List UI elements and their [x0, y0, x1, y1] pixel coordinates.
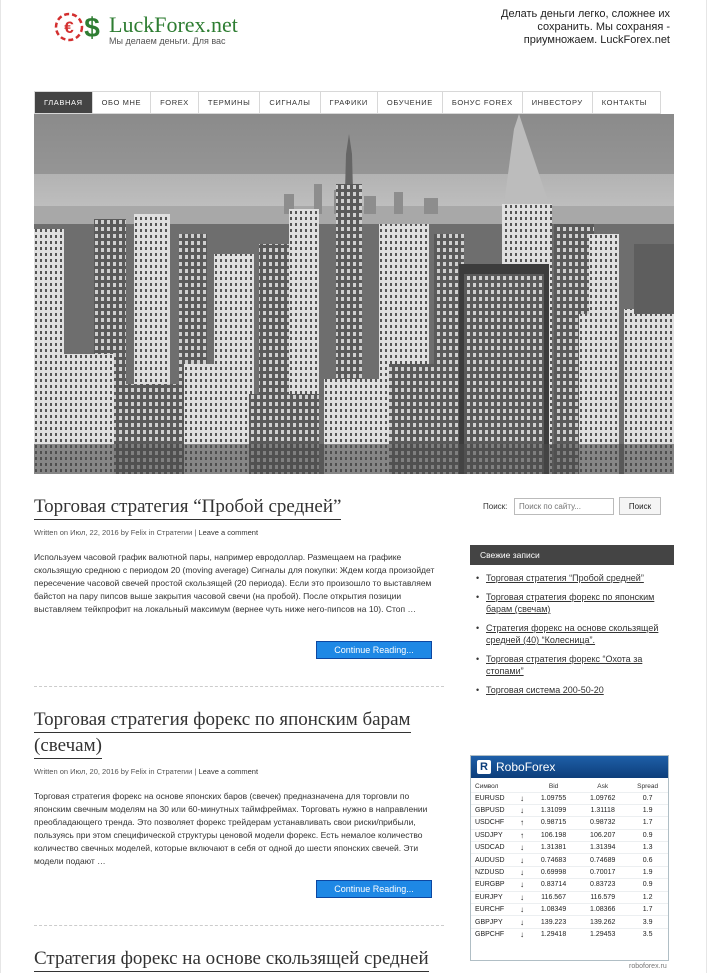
post-2: [34, 707, 444, 868]
post-meta: [34, 767, 444, 776]
recent-post-link[interactable]: • Торговая стратегия форекс “Охота за стопами”: [476, 653, 666, 677]
continue-reading-button[interactable]: Continue Reading...: [316, 880, 432, 898]
quote-ask: 139.262: [578, 916, 627, 928]
quote-row: [471, 829, 668, 841]
col-direction: [515, 781, 529, 792]
city-skyline-image: [34, 114, 674, 474]
quote-row: [471, 916, 668, 928]
arrow-down-icon: ↓: [515, 904, 529, 916]
arrow-down-icon: ↓: [515, 842, 529, 854]
post-excerpt: Торговая стратегия форекс на основе японских баров (свечек) предназначена для торговли по японским свечным моделям на 30 или 60-минутных таймфреймах. Торговать нужно в направлении преобладающего тренда. Это позволяет форекс трейдерам устанавливать свои риски/прибыли, пользуясь при этом специфической структуры ценовой модели форекс. Есть немалое количество количество свечных моделей, которые включают в себя от одной до шести японских свечей. Эти модели подают …: [34, 791, 428, 866]
post-meta-text: Written on Июл, 22, 2016 by Felix in Стратегии |: [34, 528, 199, 537]
recent-posts-heading: Свежие записи: [470, 545, 674, 565]
nav-item-signals[interactable]: СИГНАЛЫ: [260, 92, 320, 113]
logo-tagline: Мы делаем деньги. Для вас: [109, 36, 226, 46]
nav-item-education[interactable]: ОБУЧЕНИЕ: [378, 92, 443, 113]
arrow-down-icon: ↓: [515, 916, 529, 928]
post-title[interactable]: Торговая стратегия “Пробой средней”: [34, 494, 444, 520]
quote-bid: 0.83714: [529, 879, 578, 891]
recent-posts-list: [476, 572, 666, 703]
quote-row: [471, 928, 668, 940]
quote-spread: 1.7: [627, 904, 668, 916]
quote-ask: 1.29453: [578, 928, 627, 940]
quote-symbol: AUDUSD: [471, 854, 515, 866]
quote-spread: 0.6: [627, 854, 668, 866]
quote-spread: 0.9: [627, 879, 668, 891]
quote-row: [471, 817, 668, 829]
arrow-down-icon: ↓: [515, 928, 529, 940]
quote-rows: [471, 792, 668, 941]
quote-spread: 0.9: [627, 829, 668, 841]
col-spread: Spread: [637, 782, 659, 790]
arrow-down-icon: ↓: [515, 866, 529, 878]
nav-item-contacts[interactable]: КОНТАКТЫ: [601, 98, 648, 107]
recent-post-link[interactable]: • Торговая система 200-50-20: [476, 684, 666, 696]
quote-symbol: NZDUSD: [471, 866, 515, 878]
site-logo[interactable]: [54, 8, 254, 48]
continue-reading-button[interactable]: Continue Reading...: [316, 641, 432, 659]
search-input[interactable]: [514, 498, 614, 515]
post-divider: [34, 686, 444, 687]
roboforex-quotes-widget[interactable]: [470, 755, 669, 961]
arrow-down-icon: ↓: [515, 879, 529, 891]
quote-symbol: EURUSD: [471, 792, 515, 804]
nav-item-bonus[interactable]: БОНУС FOREX: [443, 92, 523, 113]
post-divider: [34, 925, 444, 926]
col-ask: Ask: [597, 782, 609, 790]
quote-symbol: GBPCHF: [471, 928, 515, 940]
recent-post-link[interactable]: • Торговая стратегия форекс по японским барам (свечам): [476, 591, 666, 615]
quote-bid: 116.567: [529, 891, 578, 903]
quote-spread: 1.3: [627, 842, 668, 854]
search-label: Поиск:: [483, 502, 508, 511]
quote-row: [471, 854, 668, 866]
quote-spread: 1.7: [627, 817, 668, 829]
quote-bid: 1.09755: [529, 792, 578, 804]
quote-spread: 3.5: [627, 928, 668, 940]
leave-comment-link[interactable]: Leave a comment: [198, 767, 259, 776]
quote-bid: 0.74683: [529, 854, 578, 866]
quote-ask: 1.31394: [578, 842, 627, 854]
nav-item-forex[interactable]: FOREX: [151, 92, 199, 113]
quote-bid: 0.69998: [529, 866, 578, 878]
quote-spread: 3.9: [627, 916, 668, 928]
quote-symbol: USDCAD: [471, 842, 515, 854]
post-meta: [34, 528, 444, 537]
logo-name: LuckForex.net: [109, 12, 238, 37]
quote-ask: 116.579: [578, 891, 627, 903]
quote-ask: 1.09762: [578, 792, 627, 804]
nav-item-investor[interactable]: ИНВЕСТОРУ: [523, 92, 593, 113]
svg-text:$: $: [84, 12, 100, 43]
quote-bid: 1.29418: [529, 928, 578, 940]
quote-ask: 1.31118: [578, 804, 627, 816]
hero-image: [34, 114, 674, 474]
quote-spread: 1.9: [627, 866, 668, 878]
quote-bid: 1.08349: [529, 904, 578, 916]
arrow-down-icon: ↓: [515, 891, 529, 903]
post-title[interactable]: Торговая стратегия форекс по японским барам (свечам): [34, 707, 444, 759]
arrow-down-icon: ↓: [515, 792, 529, 804]
arrow-down-icon: ↓: [515, 804, 529, 816]
quote-symbol: USDCHF: [471, 817, 515, 829]
quote-ask: 0.98732: [578, 817, 627, 829]
svg-text:€: €: [64, 18, 74, 37]
quote-row: [471, 866, 668, 878]
quote-symbol: EURCHF: [471, 904, 515, 916]
recent-post-link[interactable]: • Стратегия форекс на основе скользящей средней (40) “Колесница”.: [476, 622, 666, 646]
quote-symbol: USDJPY: [471, 829, 515, 841]
roboforex-header: [471, 756, 668, 778]
quote-symbol: GBPUSD: [471, 804, 515, 816]
post-1: [34, 494, 444, 616]
site-slogan: Делать деньги легко, сложнее их сохранить. Мы сохраняя - приумножаем. LuckForex.net: [501, 8, 670, 46]
quote-row: [471, 904, 668, 916]
quote-row: [471, 792, 668, 804]
roboforex-logo-icon: R: [477, 760, 491, 774]
quote-bid: 139.223: [529, 916, 578, 928]
quote-row: [471, 842, 668, 854]
quote-spread: 1.9: [627, 804, 668, 816]
arrow-down-icon: ↓: [515, 854, 529, 866]
quote-spread: 0.7: [627, 792, 668, 804]
currency-logo-icon: [54, 10, 104, 44]
quote-ask: 1.08366: [578, 904, 627, 916]
arrow-up-icon: ↑: [515, 817, 529, 829]
quote-spread: 1.2: [627, 891, 668, 903]
roboforex-footer-link[interactable]: roboforex.ru: [629, 963, 667, 970]
post-3: [34, 946, 444, 972]
quote-ask: 0.74689: [578, 854, 627, 866]
quote-bid: 1.31099: [529, 804, 578, 816]
col-bid: Bid: [548, 782, 559, 790]
nav-item-terms[interactable]: ТЕРМИНЫ: [199, 92, 260, 113]
post-title[interactable]: Стратегия форекс на основе скользящей средней: [34, 946, 444, 972]
leave-comment-link[interactable]: Leave a comment: [198, 528, 259, 537]
main-nav: [34, 91, 661, 114]
quote-symbol: GBPJPY: [471, 916, 515, 928]
quote-ask: 106.207: [578, 829, 627, 841]
nav-item-charts[interactable]: ГРАФИКИ: [321, 92, 378, 113]
quote-bid: 106.198: [529, 829, 578, 841]
col-symbol: Символ: [475, 782, 499, 790]
quote-ask: 0.83723: [578, 879, 627, 891]
quote-row: [471, 891, 668, 903]
quote-bid: 1.31381: [529, 842, 578, 854]
quote-ask: 0.70017: [578, 866, 627, 878]
post-meta-text: Written on Июл, 20, 2016 by Felix in Стратегии |: [34, 767, 199, 776]
quote-symbol: EURJPY: [471, 891, 515, 903]
quote-bid: 0.98715: [529, 817, 578, 829]
quote-symbol: EURGBP: [471, 879, 515, 891]
quote-row: [471, 879, 668, 891]
search-button[interactable]: Поиск: [619, 497, 661, 515]
nav-item-home[interactable]: ГЛАВНАЯ: [35, 92, 93, 113]
nav-item-about[interactable]: ОБО МНЕ: [93, 92, 151, 113]
arrow-up-icon: ↑: [515, 829, 529, 841]
quotes-table: [471, 781, 668, 941]
post-excerpt: Используем часовой график валютной пары, например евродоллар. Размещаем на графике скользящую среднюю с периодом 20 (moving average) Сигналы для покупки: Ждем когда произойдет пересечение часовой свечей простой скользящей (20 периода). Если это произошло то выставляем байстоп на пару пипсов выше закрытия часовой свечи (на пробой). После открытия позиции выставляем тейкпрофит на локальный максимум (вернее чуть ниже него-пипсов на 10). Стоп …: [34, 552, 435, 614]
roboforex-title: RoboForex: [496, 760, 556, 774]
quote-row: [471, 804, 668, 816]
recent-post-link[interactable]: • Торговая стратегия “Пробой средней”: [476, 572, 666, 584]
